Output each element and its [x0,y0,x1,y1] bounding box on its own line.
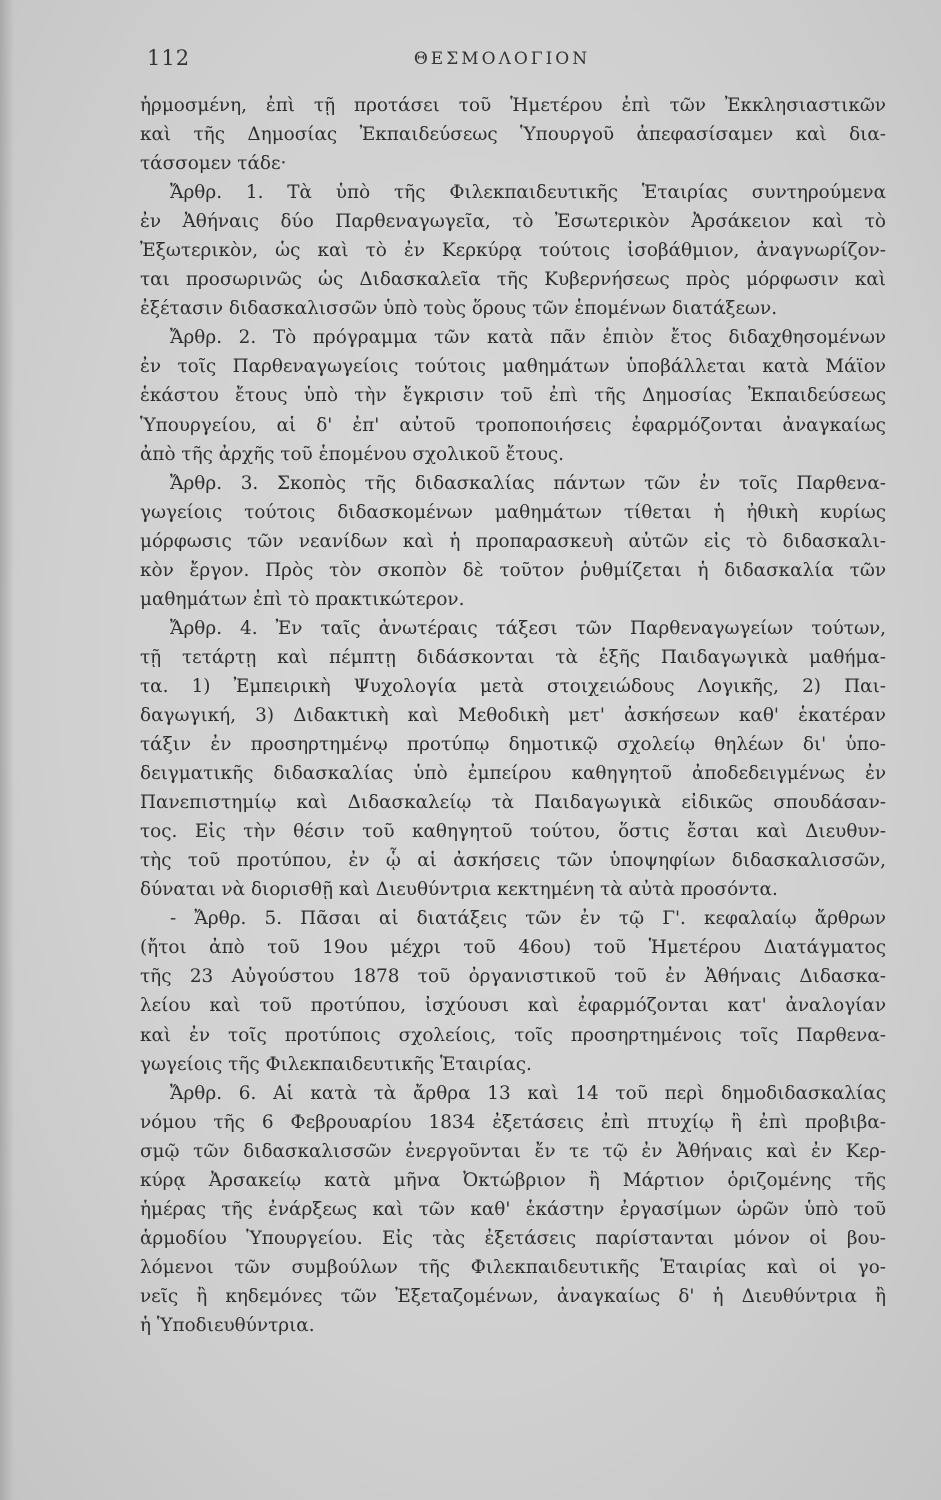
text-line: νόμου τῆς 6 Φεβρουαρίου 1834 ἐξετάσεις ἐπὶ πτυχίῳ ἢ ἐπὶ προβιβα- [140,1111,886,1133]
text-line: ἡρμοσμένη, ἐπὶ τῇ προτάσει τοῦ Ἡμετέρου ἐπὶ τῶν Ἐκκλησιαστικῶν [140,95,886,116]
text-line: ἐν τοῖς Παρθεναγωγείοις τούτοις μαθημάτων ὑποβάλλεται κατὰ Μάϊον [140,356,886,378]
text-line: δαγωγική, 3) Διδακτικὴ καὶ Μεθοδικὴ μετ' ἀσκήσεων καθ' ἑκατέραν [140,704,886,726]
text-line: Πανεπιστημίῳ καὶ Διδασκαλείῳ τὰ Παιδαγωγικὰ εἰδικῶς σπουδάσαν- [140,792,886,814]
text-line: λείου καὶ τοῦ προτύπου, ἰσχύουσι καὶ ἐφαρμόζονται κατ' ἀναλογίαν [140,995,886,1017]
text-line: Ἄρθρ. 3. Σκοπὸς τῆς διδασκαλίας πάντων τῶν ἐν τοῖς Παρθενα- [170,472,886,494]
text-line: ἡμέρας τῆς ἐνάρξεως καὶ τῶν καθ' ἑκάστην ἐργασίμων ὡρῶν ὑπὸ τοῦ [140,1198,886,1220]
text-line: Ἄρθρ. 1. Τὰ ὑπὸ τῆς Φιλεκπαιδευτικῆς Ἑταιρίας συντηρούμενα [170,182,886,204]
text-line: μόρφωσις τῶν νεανίδων καὶ ἡ προπαρασκευὴ αὐτῶν εἰς τὸ διδασκαλι- [140,530,886,552]
binding-shadow [0,0,14,1500]
text-line: ται προσωρινῶς ὡς Διδασκαλεῖα τῆς Κυβερνήσεως πρὸς μόρφωσιν καὶ [140,269,886,291]
text-line: ἐξέτασιν διδασκαλισσῶν ὑπὸ τοὺς ὅρους τῶν ἑπομένων διατάξεων. [140,298,778,320]
text-line: σμῷ τῶν διδασκαλισσῶν ἐνεργοῦνται ἔν τε τῷ ἐν Ἀθήναις καὶ ἐν Κερ- [140,1140,886,1162]
text-line: τάξιν ἐν προσηρτημένῳ προτύπῳ δημοτικῷ σχολείῳ θηλέων δι' ὑπο- [140,734,886,756]
text-line: νεῖς ἢ κηδεμόνες τῶν Ἐξεταζομένων, ἀναγκαίως δ' ἡ Διευθύντρια ἢ [140,1285,886,1307]
text-line: τάσσομεν τάδε· [140,153,287,175]
text-line: ἑκάστου ἔτους ὑπὸ τὴν ἔγκρισιν τοῦ ἐπὶ τῆς Δημοσίας Ἐκπαιδεύσεως [140,385,886,407]
text-line: τὴς τοῦ προτύπου, ἐν ᾧ αἱ ἀσκήσεις τῶν ὑποψηφίων διδασκαλισσῶν, [140,850,886,872]
text-line: ἡ Ὑποδιευθύντρια. [140,1314,315,1336]
text-line: Ὑπουργείου, αἱ δ' ἐπ' αὐτοῦ τροποποιήσεις ἐφαρμόζονται ἀναγκαίως [140,414,886,436]
page-header [147,46,857,80]
text-line: Ἄρθρ. 2. Τὸ πρόγραμμα τῶν κατὰ πᾶν ἐπιὸν ἔτος διδαχθησομένων [170,327,886,349]
text-line: (ἤτοι ἀπὸ τοῦ 19ου μέχρι τοῦ 46ου) τοῦ Ἡμετέρου Διατάγματος [140,937,886,959]
running-title: ΘΕΣΜΟΛΟΓΙΟΝ [413,49,591,69]
text-line: καὶ ἐν τοῖς προτύποις σχολείοις, τοῖς προσηρτημένοις τοῖς Παρθενα- [140,1024,886,1046]
text-line: καὶ τῆς Δημοσίας Ἐκπαιδεύσεως Ὑπουργοῦ ἀπεφασίσαμεν καὶ δια- [140,124,886,146]
text-line: τῇ τετάρτῃ καὶ πέμπτῃ διδάσκονται τὰ ἑξῆς Παιδαγωγικὰ μαθήμα- [140,646,886,668]
body-text [140,91,886,1340]
text-line: ἐν Ἀθήναις δύο Παρθεναγωγεῖα, τὸ Ἐσωτερικὸν Ἀρσάκειον καὶ τὸ [140,211,886,233]
text-line: - Ἄρθρ. 5. Πᾶσαι αἱ διατάξεις τῶν ἐν τῷ Γ'. κεφαλαίῳ ἄρθρων [170,908,886,930]
text-line: κύρᾳ Ἀρσακείῳ κατὰ μῆνα Ὀκτώβριον ἢ Μάρτιον ὁριζομένης τῆς [140,1169,886,1191]
text-line: τῆς 23 Αὐγούστου 1878 τοῦ ὀργανιστικοῦ τοῦ ἐν Ἀθήναις Διδασκα- [140,966,886,988]
text-line: γωγείοις τούτοις διδασκομένων μαθημάτων τίθεται ἡ ἠθικὴ κυρίως [140,501,886,523]
text-line: γωγείοις τῆς Φιλεκπαιδευτικῆς Ἑταιρίας. [140,1053,532,1075]
text-line: τα. 1) Ἐμπειρικὴ Ψυχολογία μετὰ στοιχειώδους Λογικῆς, 2) Παι- [140,675,886,697]
text-line: Ἄρθρ. 4. Ἐν ταῖς ἀνωτέραις τάξεσι τῶν Παρθεναγωγείων τούτων, [170,617,886,639]
text-line: δύναται νὰ διορισθῇ καὶ Διευθύντρια κεκτημένη τὰ αὐτὰ προσόντα. [140,879,778,901]
text-line: Ἐξωτερικὸν, ὡς καὶ τὸ ἐν Κερκύρᾳ τούτοις ἰσοβάθμιον, ἀναγνωρίζον- [140,240,886,262]
text-line: δειγματικῆς διδασκαλίας ὑπὸ ἐμπείρου καθηγητοῦ ἀποδεδειγμένως ἐν [140,763,886,785]
text-line: τος. Εἰς τὴν θέσιν τοῦ καθηγητοῦ τούτου, ὅστις ἔσται καὶ Διευθυν- [140,821,886,843]
text-line: κὸν ἔργον. Πρὸς τὸν σκοπὸν δὲ τοῦτον ῥυθμίζεται ἡ διδασκαλία τῶν [140,559,886,581]
text-line: λόμενοι τῶν συμβούλων τῆς Φιλεκπαιδευτικῆς Ἑταιρίας καὶ οἱ γο- [140,1256,886,1278]
page-number: 112 [147,46,191,70]
text-line: Ἄρθρ. 6. Αἱ κατὰ τὰ ἄρθρα 13 καὶ 14 τοῦ περὶ δημοδιδασκαλίας [170,1082,886,1104]
text-line: ἁρμοδίου Ὑπουργείου. Εἰς τὰς ἐξετάσεις παρίστανται μόνον οἱ βου- [140,1227,886,1249]
text-line: μαθημάτων ἐπὶ τὸ πρακτικώτερον. [140,588,465,610]
text-line: ἀπὸ τῆς ἀρχῆς τοῦ ἑπομένου σχολικοῦ ἔτους. [140,443,565,465]
